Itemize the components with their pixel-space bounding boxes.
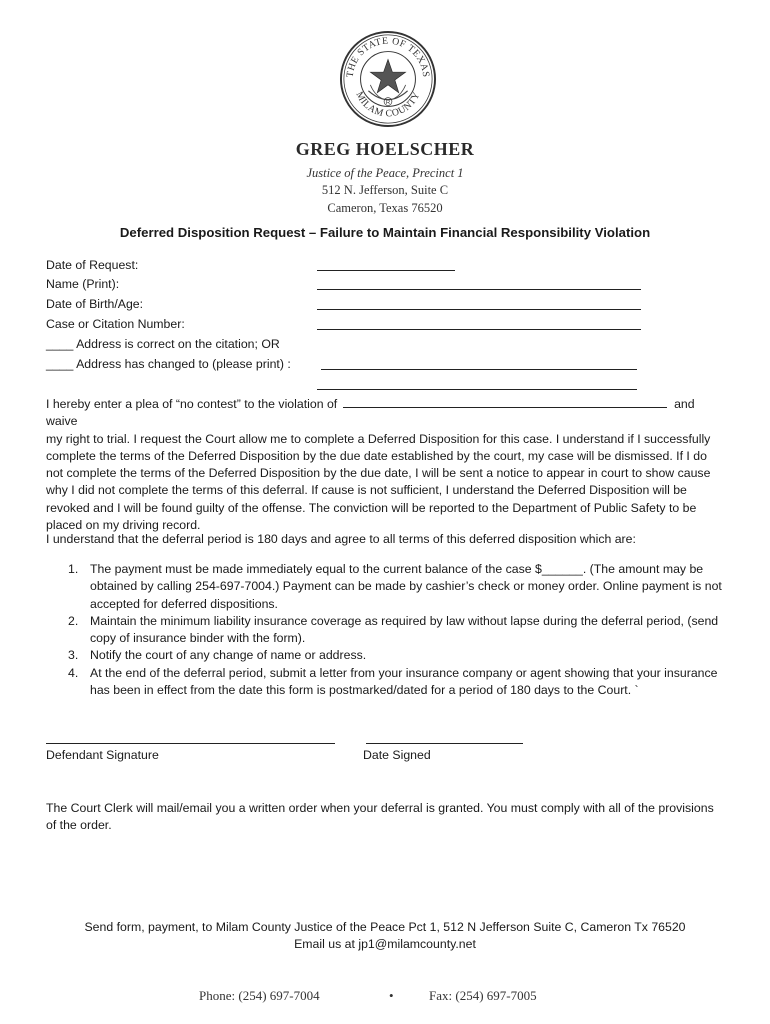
dob-input[interactable] xyxy=(317,309,641,310)
seal-center-letter: R xyxy=(385,99,391,106)
seal-bottom-text: MILAM COUNTY xyxy=(353,90,423,120)
deferral-statement: I understand that the deferral period is 180 days and agree to all terms of this deferred disposition which are: xyxy=(46,532,636,546)
date-signed-input[interactable] xyxy=(366,743,523,744)
term-item xyxy=(46,613,724,648)
new-address-line-2[interactable] xyxy=(317,389,637,390)
terms-list xyxy=(46,561,724,699)
phone-number: Phone: (254) 697-7004 xyxy=(199,988,320,1003)
form-title: Deferred Disposition Request – Failure to Maintain Financial Responsibility Violation xyxy=(119,225,651,240)
judge-name: GREG HOELSCHER xyxy=(295,139,475,159)
office-city: Cameron, Texas 76520 xyxy=(327,201,443,215)
case-number-input[interactable] xyxy=(317,329,641,330)
address-correct-label: Address is correct on the citation; OR xyxy=(76,337,280,351)
office-title: Justice of the Peace, Precinct 1 xyxy=(306,166,464,180)
term-item xyxy=(46,665,724,700)
term-number: 1. xyxy=(68,562,79,576)
date-of-request-input[interactable] xyxy=(317,270,455,271)
defendant-signature-label: Defendant Signature xyxy=(46,748,159,762)
send-instructions: Send form, payment, to Milam County Justice of the Peace Pct 1, 512 N Jefferson Suite C, Cameron Tx 76520 xyxy=(84,920,686,934)
term-item xyxy=(46,561,724,613)
address-correct-option[interactable] xyxy=(46,337,280,351)
term-text: At the end of the deferral period, submit a letter from your insurance company or agent showing that your insurance has been in effect from the date this form is postmarked/dated for a period of 180 days to the Court. ` xyxy=(90,665,718,698)
fax-number: Fax: (254) 697-7005 xyxy=(429,988,537,1003)
name-input[interactable] xyxy=(317,289,641,290)
name-label: Name (Print): xyxy=(46,277,120,291)
address-changed-option[interactable] xyxy=(46,357,291,371)
term-number: 4. xyxy=(68,665,79,680)
dob-label: Date of Birth/Age: xyxy=(46,297,144,311)
plea-start: I hereby enter a plea of “no contest” to the violation of xyxy=(46,397,338,411)
term-text: Notify the court of any change of name or address. xyxy=(90,648,367,663)
date-of-request-label: Date of Request: xyxy=(46,258,139,272)
plea-body: my right to trial. I request the Court allow me to complete a Deferred Disposition for this case. I understand if I successfully complete the terms of the Deferred Disposition by the due date established by the court, my case will be dismissed. If I do not complete the terms of the Deferred Disposition by the due date, I will be sent a notice to appear in court to show cause why I did not complete the terms of this deferral. If cause is not sufficient, I understand the Deferred Disposition will be revoked and I will be found guilty of the offense. The conviction will be reported to the Department of Public Safety to be placed on my driving record. xyxy=(46,431,711,533)
county-seal-icon xyxy=(339,30,437,128)
case-number-label: Case or Citation Number: xyxy=(46,317,185,331)
date-signed-label: Date Signed xyxy=(363,748,431,762)
plea-paragraph xyxy=(46,396,724,534)
term-number: 2. xyxy=(68,613,79,628)
address-changed-label: Address has changed to (please print) : xyxy=(76,357,291,371)
seal-top-text: THE STATE OF TEXAS xyxy=(344,35,432,79)
violation-input[interactable] xyxy=(343,396,667,408)
term-item xyxy=(46,647,724,664)
term-number: 3. xyxy=(68,648,79,663)
defendant-signature-input[interactable] xyxy=(46,743,335,744)
separator-bullet: • xyxy=(389,988,394,1003)
clerk-note: The Court Clerk will mail/email you a written order when your deferral is granted. You must comply with all of the provisions of the order. xyxy=(46,801,714,833)
term-text: Maintain the minimum liability insurance coverage as required by law without lapse during the deferral period, (send copy of insurance binder with the form). xyxy=(90,613,719,646)
email-line: Email us at jp1@milamcounty.net xyxy=(294,937,476,951)
term-text: The payment must be made immediately equal to the current balance of the case $______. (The amount may be obtained by calling 254-697-7004.) Payment can be made by cashier’s check or money order. Online payment is not accepted for deferred dispositions. xyxy=(90,562,722,611)
address-changed-blank: ____ xyxy=(46,357,74,371)
address-correct-blank: ____ xyxy=(46,337,74,351)
office-street: 512 N. Jefferson, Suite C xyxy=(321,183,449,197)
new-address-line-1[interactable] xyxy=(321,369,637,370)
plea-end: and waive xyxy=(46,397,695,429)
